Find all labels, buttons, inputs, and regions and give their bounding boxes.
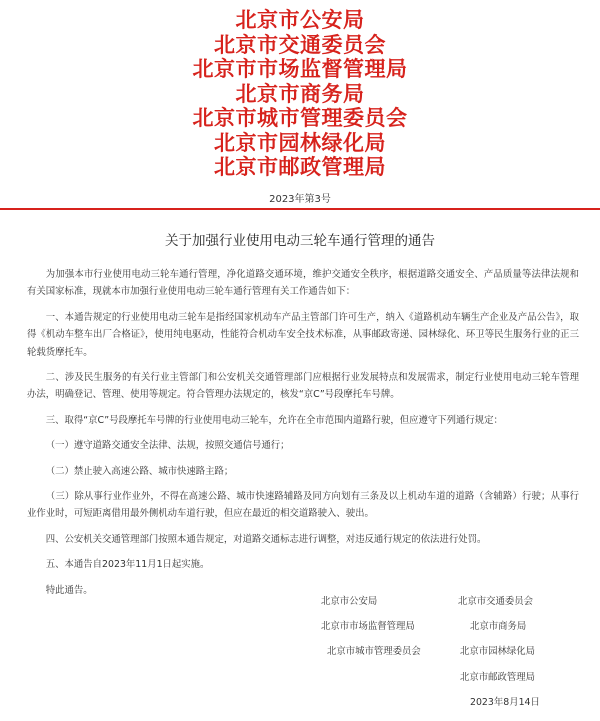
- paragraph-3-item-2: （二）禁止驶入高速公路、城市快速路主路；: [45, 465, 234, 477]
- issuer-landscaping: 北京市园林绿化局: [214, 130, 386, 155]
- issuer-public-security: 北京市公安局: [235, 8, 365, 32]
- closing-line: 特此通告。: [45, 584, 93, 596]
- paragraph-3: 三、取得“京C”号段摩托车号牌的行业使用电动三轮车，允许在全市范围内道路行驶，但应遵守下列通行规定：: [45, 414, 503, 426]
- document-number: 2023年第3号: [269, 194, 331, 205]
- issuer-commerce: 北京市商务局: [235, 81, 365, 106]
- issuing-authorities: [0, 8, 600, 180]
- paragraph-2: 二、涉及民生服务的有关行业主管部门和公安机关交通管理部门应根据行业发展特点和发展需求，制定行业使用电动三轮车管理办法，明确登记、管理、使用等规定。符合管理办法规定的，核发“京C”号段摩托车号牌。: [27, 372, 579, 401]
- document-body: [27, 266, 579, 607]
- paragraph-1: 一、本通告规定的行业使用电动三轮车是指经国家机动车产品主管部门许可生产，纳入《道路机动车辆生产企业及产品公告》，取得《机动车整车出厂合格证》，使用纯电驱动，性能符合机动车安全技术标准，从事邮政寄递、园林绿化、环卫等民生服务行业的正三轮载货摩托车。: [27, 311, 579, 358]
- signer-left-2: 北京市市场监督管理局: [321, 621, 415, 632]
- red-divider: [0, 208, 600, 210]
- signer-left-3: 北京市城市管理委员会: [327, 646, 421, 657]
- issuer-postal: 北京市邮政管理局: [214, 155, 386, 179]
- document-title: 关于加强行业使用电动三轮车通行管理的通告: [165, 233, 435, 249]
- signer-right-3: 北京市园林绿化局: [460, 646, 536, 657]
- issuer-market-regulation: 北京市市场监督管理局: [192, 57, 408, 81]
- issuer-urban-management: 北京市城市管理委员会: [192, 106, 408, 130]
- signer-right-1: 北京市交通委员会: [458, 596, 534, 607]
- paragraph-3-item-1: （一）遵守道路交通安全法律、法规，按照交通信号通行；: [45, 440, 290, 452]
- issuer-transport: 北京市交通委员会: [214, 32, 386, 57]
- signer-right-2: 北京市商务局: [470, 621, 527, 632]
- paragraph-5: 五、本通告自2023年11月1日起实施。: [45, 559, 210, 571]
- signer-right-4: 北京市邮政管理局: [460, 672, 536, 683]
- paragraph-4: 四、公安机关交通管理部门按照本通告规定，对道路交通标志进行调整，对违反通行规定的依法进行处罚。: [45, 533, 487, 545]
- signer-left-1: 北京市公安局: [321, 596, 378, 607]
- paragraph-intro: 为加强本市行业使用电动三轮车通行管理，净化道路交通环境，维护交通安全秩序，根据道路交通安全、产品质量等法律法规和有关国家标准，现就本市加强行业使用电动三轮车通行管理有关工作通告如下：: [27, 269, 579, 298]
- signature-date: 2023年8月14日: [470, 697, 540, 708]
- paragraph-3-item-3: （三）除从事行业作业外，不得在高速公路、城市快速路辅路及同方向划有三条及以上机动车道的道路（含辅路）行驶；从事行业作业时，可短距离借用最外侧机动车道行驶，但应在最近的相交道路驶入、驶出。: [27, 491, 579, 520]
